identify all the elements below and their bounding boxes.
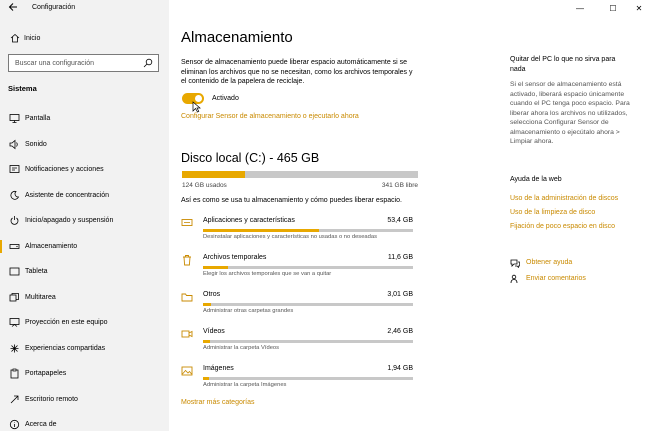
help-link-disk-management[interactable]: Uso de la administración de discos <box>510 195 619 202</box>
category-size: 1,94 GB <box>387 365 413 372</box>
sidebar-item-label: Tableta <box>25 268 48 275</box>
sidebar-home[interactable] <box>0 30 169 48</box>
back-button[interactable] <box>6 2 20 16</box>
multitask-icon <box>9 292 20 303</box>
minimize-button[interactable]: — <box>576 4 584 13</box>
category-bar <box>203 229 413 232</box>
category-bar-fill <box>203 303 211 306</box>
category-list <box>181 211 413 396</box>
apps-icon <box>181 217 193 229</box>
section-title: Sistema <box>8 84 37 93</box>
titlebar <box>0 0 169 18</box>
disk-usage-bar <box>182 171 418 178</box>
sidebar-item-acerca-de[interactable] <box>0 412 169 431</box>
category-size: 2,46 GB <box>387 328 413 335</box>
info-icon <box>9 419 20 430</box>
category-other[interactable] <box>181 285 413 322</box>
category-bar-fill <box>203 340 210 343</box>
disk-usage-fill <box>182 171 245 178</box>
sidebar-item-label: Almacenamiento <box>25 242 78 250</box>
sidebar-item-label: Multitarea <box>25 293 56 301</box>
storage-icon <box>9 241 20 252</box>
usage-description: Así es como se usa tu almacenamiento y cómo puedes liberar espacio. <box>181 197 403 204</box>
image-icon <box>181 365 193 377</box>
send-feedback-link[interactable]: Enviar comentarios <box>526 275 586 282</box>
maximize-button[interactable]: ☐ <box>609 4 617 13</box>
right-panel-title: Quitar del PC lo que no sirva para nada <box>510 56 616 73</box>
category-bar <box>203 340 413 343</box>
get-help-link[interactable]: Obtener ayuda <box>526 259 573 266</box>
category-subtext: Administrar otras carpetas grandes <box>203 308 294 314</box>
tablet-icon <box>9 266 20 277</box>
feedback-icon <box>510 274 520 284</box>
sidebar-item-label: Proyección en este equipo <box>25 319 108 326</box>
category-images[interactable] <box>181 359 413 396</box>
category-bar <box>203 303 413 306</box>
sidebar-item-label: Experiencias compartidas <box>25 344 106 352</box>
web-help-title: Ayuda de la web <box>510 176 562 183</box>
right-panel-body: Si el sensor de almacenamiento está activado, liberará espacio únicamente cuando el PC tenga poco espacio. Para liberar ahora los archivos no utilizados, selecciona Configurar Sensor de almacenamiento o ejecútalo ahora > Limpiar ahora. <box>510 81 630 145</box>
disk-used-label: 124 GB usados <box>182 182 227 189</box>
disk-free-label: 341 GB libre <box>381 182 418 189</box>
category-videos[interactable] <box>181 322 413 359</box>
sidebar-item-portapapeles[interactable] <box>0 361 169 387</box>
sidebar-item-sonido[interactable] <box>0 132 169 158</box>
category-subtext: Administrar la carpeta Imágenes <box>203 382 287 388</box>
search-placeholder: Buscar una configuración <box>15 60 94 67</box>
back-arrow-icon <box>8 2 18 12</box>
category-size: 3,01 GB <box>387 291 413 298</box>
help-link-low-disk-space[interactable]: Fijación de poco espacio en disco <box>510 223 616 230</box>
category-size: 53,4 GB <box>387 217 413 224</box>
close-button[interactable]: ✕ <box>635 4 643 13</box>
show-more-categories-link[interactable]: Mostrar más categorías <box>181 399 255 406</box>
sidebar-nav <box>0 106 169 431</box>
category-bar <box>203 266 413 269</box>
category-subtext: Desinstalar aplicaciones y características no usadas o no deseadas <box>203 234 378 240</box>
projection-icon <box>9 317 20 328</box>
sidebar-item-notificaciones[interactable] <box>0 157 169 183</box>
sidebar-item-label: Notificaciones y acciones <box>25 166 104 173</box>
shared-icon <box>9 343 20 354</box>
category-bar-fill <box>203 266 228 269</box>
page-title: Almacenamiento <box>181 29 293 46</box>
category-name: Archivos temporales <box>203 254 267 261</box>
search-input[interactable] <box>8 54 159 72</box>
sidebar-item-tableta[interactable] <box>0 259 169 285</box>
category-name: Otros <box>203 291 221 298</box>
storage-sense-description: Sensor de almacenamiento puede liberar espacio automáticamente si se eliminan los archivos que no se necesitan, como los archivos temporales y el contenido de la papelera de reciclaje. <box>181 59 413 85</box>
category-bar <box>203 377 413 380</box>
toggle-label: Activado <box>212 95 239 102</box>
sidebar-item-label: Pantalla <box>25 115 51 122</box>
category-bar-fill <box>203 377 209 380</box>
monitor-icon <box>9 113 20 124</box>
moon-icon <box>9 190 20 201</box>
video-icon <box>181 328 193 340</box>
category-bar-fill <box>203 229 319 232</box>
category-size: 11,6 GB <box>387 254 413 261</box>
sidebar-item-label: Inicio/apagado y suspensión <box>25 217 114 224</box>
sidebar-item-almacenamiento[interactable] <box>0 234 169 260</box>
main-content <box>169 0 650 431</box>
trash-icon <box>181 254 193 266</box>
category-subtext: Elegir los archivos temporales que se van a quitar <box>203 271 332 277</box>
search-icon[interactable] <box>143 58 153 68</box>
configure-storage-sense-link[interactable]: Configurar Sensor de almacenamiento o ejecutarlo ahora <box>181 113 359 120</box>
sidebar-item-label: Escritorio remoto <box>25 395 78 403</box>
sidebar-item-concentracion[interactable] <box>0 183 169 209</box>
remote-icon <box>9 394 20 405</box>
home-icon <box>10 33 20 43</box>
power-icon <box>9 215 20 226</box>
sidebar-item-experiencias[interactable] <box>0 336 169 362</box>
sidebar-item-label: Portapapeles <box>25 370 67 377</box>
sidebar-item-escritorio-remoto[interactable] <box>0 387 169 413</box>
sidebar-item-label: Sonido <box>25 140 47 148</box>
category-temp[interactable] <box>181 248 413 285</box>
disk-title: Disco local (C:) - 465 GB <box>181 151 320 165</box>
app-title: Configuración <box>32 4 76 11</box>
sidebar-item-inicio-apagado[interactable] <box>0 208 169 234</box>
speaker-icon <box>9 139 20 150</box>
category-apps[interactable] <box>181 211 413 248</box>
sidebar-item-proyeccion[interactable] <box>0 310 169 336</box>
category-name: Vídeos <box>203 328 225 335</box>
category-name: Aplicaciones y características <box>203 217 295 224</box>
sidebar-item-pantalla[interactable] <box>0 106 169 132</box>
sidebar-item-label: Acerca de <box>25 421 57 428</box>
sidebar-item-multitarea[interactable] <box>0 285 169 311</box>
clipboard-icon <box>9 368 20 379</box>
get-help-icon <box>510 258 520 268</box>
mouse-cursor-icon <box>192 101 201 113</box>
sidebar-home-label: Inicio <box>24 35 41 42</box>
notification-icon <box>9 164 20 175</box>
category-name: Imágenes <box>203 365 234 372</box>
category-subtext: Administrar la carpeta Vídeos <box>203 345 280 351</box>
sidebar-item-label: Asistente de concentración <box>25 191 110 199</box>
folder-icon <box>181 291 193 303</box>
sidebar <box>0 0 169 431</box>
help-link-disk-cleanup[interactable]: Uso de la limpieza de disco <box>510 209 596 216</box>
